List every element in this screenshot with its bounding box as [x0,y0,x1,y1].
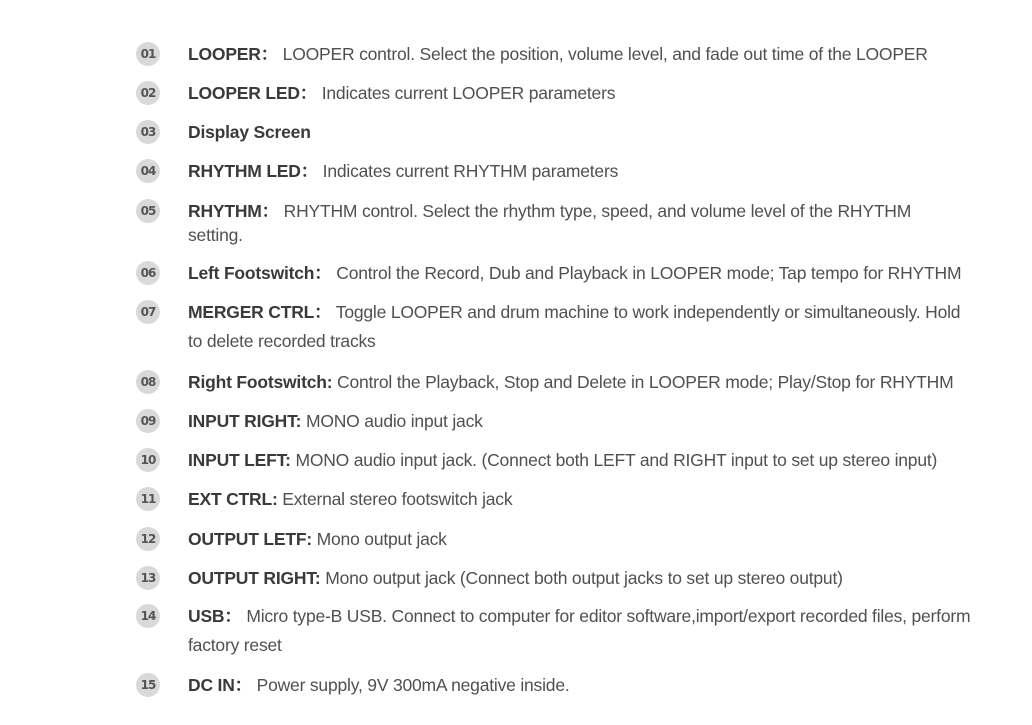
item-label: DC IN： [188,675,252,695]
item-description: External stereo footswitch jack [277,489,513,509]
item-description: Indicates current RHYTHM parameters [318,161,619,181]
item-number-badge: 09 [136,409,160,433]
item-description: MONO audio input jack. (Connect both LEFT and RIGHT input to set up stereo input) [290,450,938,470]
item-label: USB： [188,606,242,626]
item-label: Display Screen [188,122,311,142]
item-text [188,120,311,144]
item-description: Micro type-B USB. Connect to computer for editor software,import/export recorded files, perform factory reset [188,606,971,655]
list-item [136,159,1016,183]
item-description: Power supply, 9V 300mA negative inside. [251,675,570,695]
item-text [188,566,843,590]
item-description: Control the Record, Dub and Playback in LOOPER mode; Tap tempo for RHYTHM [331,263,962,283]
item-description: Toggle LOOPER and drum machine to work independently or simultaneously. Hold to delete recorded tracks [188,302,961,351]
item-label: OUTPUT LETF: [188,529,312,549]
list-item [136,81,1016,105]
item-number-badge: 15 [136,673,160,697]
item-number-badge: 04 [136,159,160,183]
list-item [136,42,1016,66]
item-number-badge: 07 [136,300,160,324]
item-number-badge: 01 [136,42,160,66]
item-number-badge: 05 [136,199,160,223]
list-item [136,199,1016,247]
item-label: OUTPUT RIGHT: [188,568,321,588]
item-number-badge: 13 [136,566,160,590]
item-number-badge: 06 [136,261,160,285]
item-description: Mono output jack [311,529,447,549]
list-item [136,566,1016,590]
item-text [188,298,978,356]
item-text [188,199,968,247]
item-label: EXT CTRL: [188,489,278,509]
item-description: Control the Playback, Stop and Delete in LOOPER mode; Play/Stop for RHYTHM [332,372,954,392]
item-label: LOOPER LED： [188,83,318,103]
list-item [136,673,1016,697]
item-text [188,261,961,285]
item-number-badge: 10 [136,448,160,472]
item-number-badge: 14 [136,604,160,628]
item-text [188,409,483,433]
item-label: INPUT RIGHT: [188,411,302,431]
item-text [188,602,978,660]
list-item [136,261,1016,285]
list-item [136,527,1016,551]
item-text [188,487,512,511]
list-item [136,120,1016,144]
item-number-badge: 11 [136,487,160,511]
item-description: Indicates current LOOPER parameters [317,83,616,103]
list-item [136,604,1016,660]
item-label: RHYTHM LED： [188,161,319,181]
item-text [188,370,953,394]
item-description: Mono output jack (Connect both output jacks to set up stereo output) [320,568,843,588]
item-text [188,81,615,105]
item-label: LOOPER： [188,44,278,64]
item-label: Right Footswitch: [188,372,333,392]
item-text [188,673,570,697]
item-number-badge: 12 [136,527,160,551]
item-number-badge: 02 [136,81,160,105]
item-text [188,42,928,66]
list-item [136,370,1016,394]
list-item [136,487,1016,511]
list-item [136,409,1016,433]
item-label: RHYTHM： [188,201,279,221]
item-label: MERGER CTRL： [188,302,332,322]
item-number-badge: 08 [136,370,160,394]
item-number-badge: 03 [136,120,160,144]
item-description: RHYTHM control. Select the rhythm type, speed, and volume level of the RHYTHM setting. [188,201,912,245]
item-label: INPUT LEFT: [188,450,291,470]
item-description: MONO audio input jack [301,411,483,431]
item-text [188,448,937,472]
item-text [188,527,447,551]
list-item [136,448,1016,472]
item-description: LOOPER control. Select the position, volume level, and fade out time of the LOOPER [278,44,928,64]
list-item [136,300,1016,356]
item-label: Left Footswitch： [188,263,332,283]
item-text [188,159,618,183]
